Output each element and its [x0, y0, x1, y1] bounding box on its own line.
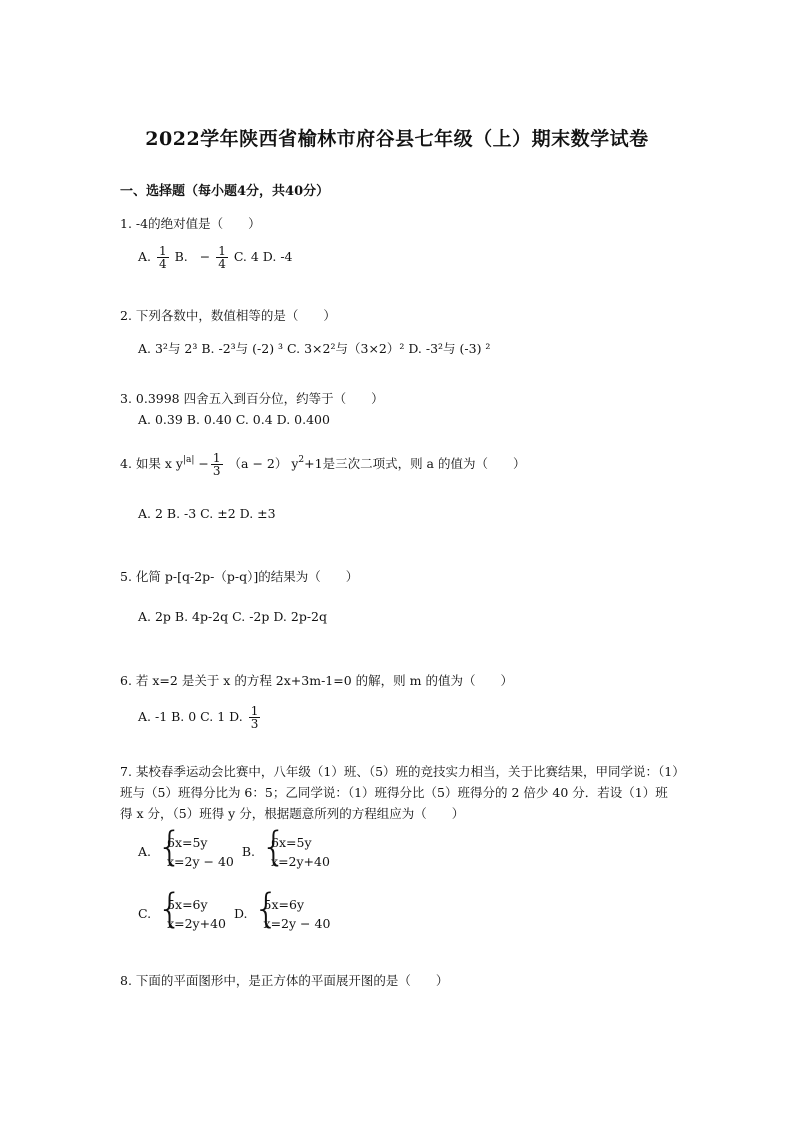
fraction: $\frac{1}{3}$ — [250, 704, 259, 731]
option-b-label: B. — [241, 843, 256, 859]
question-5-options: A. 2p B. 4p-2q C. -2p D. 2p-2q — [138, 609, 328, 624]
question-2-stem: 2. 下列各数中，数值相等的是（ ） — [120, 308, 336, 323]
section-heading: 一、选择题（每小题4分，共40分） — [120, 184, 330, 199]
question-6-stem: 6. 若 x=2 是关于 x 的方程 2x+3m-1=0 的解，则 m 的值为（ ） — [120, 673, 513, 688]
fraction: $\frac{1}{4}$ — [218, 244, 226, 271]
option-d-label: D. — [233, 905, 248, 921]
question-3-options: A. 0.39 B. 0.40 C. 0.4 D. 0.400 — [138, 412, 330, 427]
question-4-options: A. 2 B. -3 C. ±2 D. ±3 — [138, 506, 276, 521]
option-c-label: C. — [138, 905, 152, 921]
question-6-options: A. -1 B. 0 C. 1 D. $\frac{1}{3}$ — [138, 704, 259, 731]
question-5-stem: 5. 化简 p-[q-2p-（p-q）]的结果为（ ） — [120, 569, 359, 584]
option-a-label: A. — [138, 843, 152, 859]
question-2-options: A. 3²与 2³ B. -2³与 (-2) ³ C. 3×2²与（3×2）² D. -3²与 (-3) ² — [138, 341, 491, 356]
question-8-stem: 8. 下面的平面图形中，是正方体的平面展开图的是（ ） — [120, 973, 449, 988]
question-3-stem: 3. 0.3998 四舍五入到百分位，约等于（ ） — [120, 391, 384, 406]
question-4-stem: 4. 如果 x $y^{|a|}$ − $\frac{1}{3}$ （a − 2） $y^2+1$是三次二项式，则 a 的值为（ ） — [120, 451, 526, 478]
question-7-stem: 7. 某校春季运动会比赛中，八年级（1）班、（5）班的竞技实力相当，关于比赛结果，甲同学说：（1）班与（5）班得分比为 6：5；乙同学说：（1）班得分比（5）班得分的 2 倍少 40 分．若设（1）班得 x 分，（5）班得 y 分，根据题意所列的方程组应为（ ） — [120, 764, 679, 821]
option-b-label: B. — [174, 249, 188, 264]
minus-sign: − — [199, 249, 211, 264]
expression: x y — [164, 456, 183, 471]
question-1-options — [138, 245, 293, 270]
option-a-label: A. — [138, 249, 152, 264]
fraction: $\frac{1}{4}$ — [159, 244, 167, 271]
question-7-options-cd — [138, 895, 330, 934]
fraction: $\frac{1}{3}$ — [212, 451, 221, 478]
equation-system: { 5x=6y x=2y+40 — [159, 895, 226, 934]
equation-system: { 5x=6y x=2y − 40 — [256, 895, 331, 934]
question-7-options-ab — [138, 833, 330, 872]
page-title: 2022学年陕西省榆林市府谷县七年级（上）期末数学试卷 — [145, 128, 649, 150]
equation-system: { 6x=5y x=2y − 40 — [159, 833, 234, 872]
question-1-stem: 1. -4的绝对值是（ ） — [120, 216, 261, 231]
equation-system: { 6x=5y x=2y+40 — [263, 833, 330, 872]
option-cd: C. 4 D. -4 — [233, 249, 293, 264]
